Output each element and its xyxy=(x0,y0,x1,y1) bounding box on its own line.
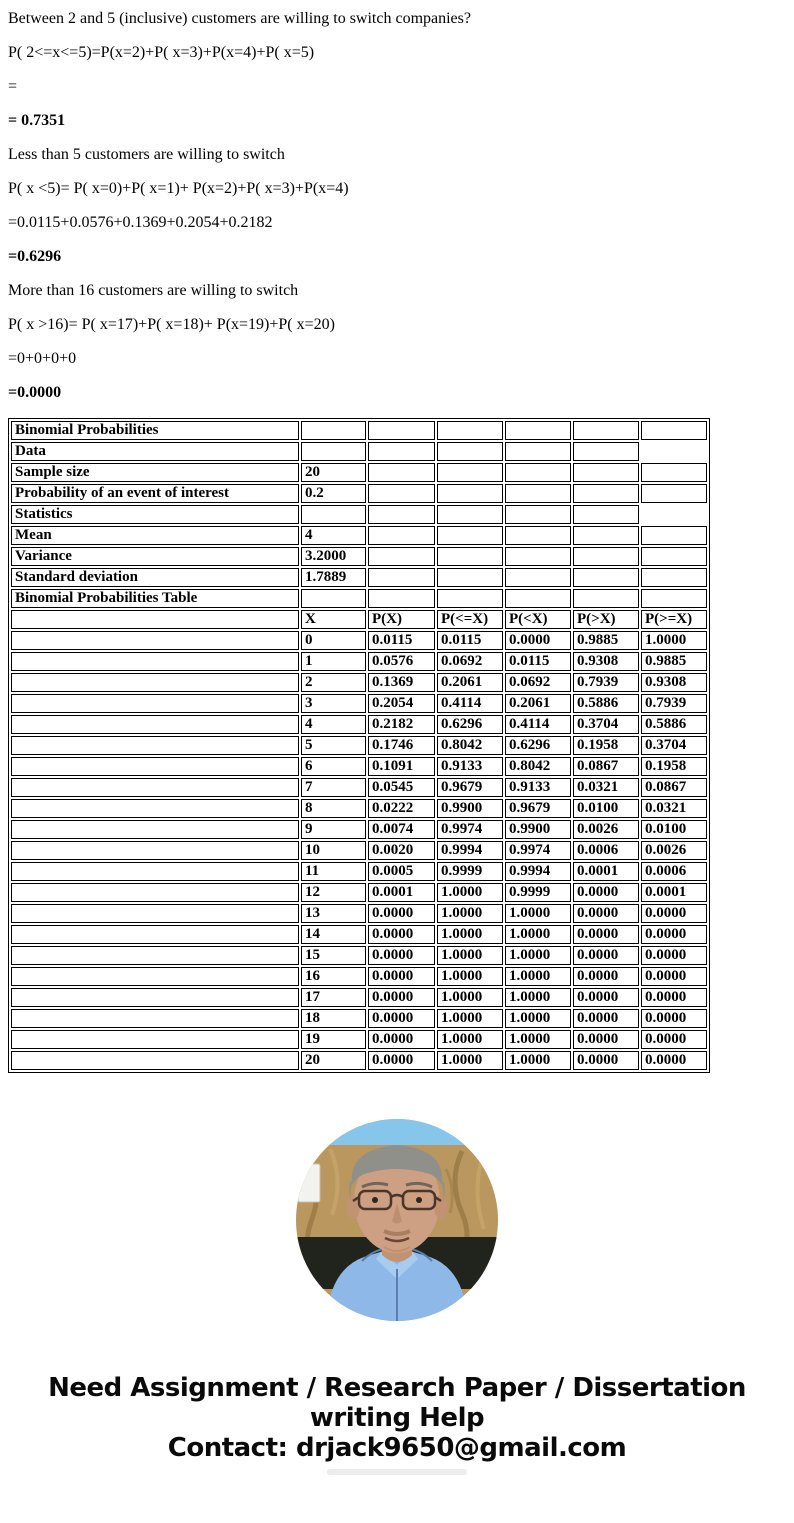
column-header: P(>=X) xyxy=(641,610,707,629)
probability-cell: 1.0000 xyxy=(505,1009,571,1028)
x-value-cell: 5 xyxy=(301,736,366,755)
probability-cell: 0.0867 xyxy=(573,757,639,776)
table-row xyxy=(11,1030,707,1049)
probability-cell: 0.4114 xyxy=(437,694,503,713)
binomial-table xyxy=(8,418,710,1073)
empty-cell xyxy=(437,505,503,524)
probability-cell: 1.0000 xyxy=(437,967,503,986)
empty-cell xyxy=(368,421,435,440)
column-header: P(<=X) xyxy=(437,610,503,629)
x-value-cell: 10 xyxy=(301,841,366,860)
label-cell: Probability of an event of interest xyxy=(11,484,299,503)
solution-line: = xyxy=(8,78,18,95)
probability-cell: 0.0000 xyxy=(573,904,639,923)
value-cell: 20 xyxy=(301,463,366,482)
table-row xyxy=(11,1051,707,1070)
row-table-section xyxy=(11,589,707,608)
probability-cell: 0.0074 xyxy=(368,820,435,839)
empty-cell xyxy=(641,463,707,482)
x-value-cell: 3 xyxy=(301,694,366,713)
probability-cell: 0.9900 xyxy=(437,799,503,818)
probability-cell: 1.0000 xyxy=(437,1051,503,1070)
probability-cell: 0.6296 xyxy=(505,736,571,755)
solution-line: Less than 5 customers are willing to switch xyxy=(8,146,285,163)
watermark-smudge xyxy=(327,1469,467,1475)
empty-cell xyxy=(505,505,571,524)
probability-cell: 1.0000 xyxy=(641,631,707,650)
probability-cell: 0.6296 xyxy=(437,715,503,734)
empty-cell xyxy=(301,442,366,461)
table-row xyxy=(11,988,707,1007)
solution-result: =0.0000 xyxy=(8,384,62,401)
x-value-cell: 0 xyxy=(301,631,366,650)
probability-cell: 0.9994 xyxy=(437,841,503,860)
probability-cell: 0.0006 xyxy=(641,862,707,881)
table-row xyxy=(11,1009,707,1028)
probability-cell: 0.1091 xyxy=(368,757,435,776)
x-value-cell: 4 xyxy=(301,715,366,734)
value-cell: 1.7889 xyxy=(301,568,366,587)
probability-cell: 0.0100 xyxy=(641,820,707,839)
probability-cell: 0.2054 xyxy=(368,694,435,713)
row-statistics-section xyxy=(11,505,707,524)
table-row xyxy=(11,862,707,881)
probability-cell: 0.0115 xyxy=(437,631,503,650)
probability-cell: 0.0576 xyxy=(368,652,435,671)
probability-cell: 0.0000 xyxy=(368,946,435,965)
probability-cell: 0.3704 xyxy=(641,736,707,755)
table-row xyxy=(11,820,707,839)
empty-cell xyxy=(11,631,299,650)
solution-line: =0.0115+0.0576+0.1369+0.2054+0.2182 xyxy=(8,214,273,231)
empty-cell xyxy=(505,568,571,587)
empty-cell xyxy=(505,526,571,545)
probability-cell: 1.0000 xyxy=(437,925,503,944)
row-mean xyxy=(11,526,707,545)
x-value-cell: 11 xyxy=(301,862,366,881)
empty-cell xyxy=(11,883,299,902)
value-cell: 0.2 xyxy=(301,484,366,503)
x-value-cell: 8 xyxy=(301,799,366,818)
empty-cell xyxy=(573,463,639,482)
probability-cell: 0.9133 xyxy=(437,757,503,776)
probability-cell: 0.9974 xyxy=(437,820,503,839)
empty-cell xyxy=(368,505,435,524)
empty-cell xyxy=(505,463,571,482)
empty-cell xyxy=(11,1051,299,1070)
x-value-cell: 13 xyxy=(301,904,366,923)
empty-cell xyxy=(641,526,707,545)
probability-cell: 0.0001 xyxy=(368,883,435,902)
probability-cell: 0.2061 xyxy=(437,673,503,692)
x-value-cell: 18 xyxy=(301,1009,366,1028)
probability-cell: 0.7939 xyxy=(641,694,707,713)
empty-cell xyxy=(301,589,366,608)
probability-cell: 0.2182 xyxy=(368,715,435,734)
probability-cell: 0.1958 xyxy=(641,757,707,776)
probability-cell: 0.9679 xyxy=(437,778,503,797)
footer-banner xyxy=(8,1373,786,1463)
probability-cell: 0.0000 xyxy=(641,946,707,965)
x-value-cell: 6 xyxy=(301,757,366,776)
x-value-cell: 7 xyxy=(301,778,366,797)
empty-cell xyxy=(11,652,299,671)
solution-line: More than 16 customers are willing to switch xyxy=(8,282,299,299)
empty-cell xyxy=(641,589,707,608)
empty-cell xyxy=(11,673,299,692)
solution-result: =0.6296 xyxy=(8,248,62,265)
probability-cell: 0.0000 xyxy=(641,925,707,944)
empty-cell xyxy=(11,946,299,965)
x-value-cell: 15 xyxy=(301,946,366,965)
solution-line: P( x >16)= P( x=17)+P( x=18)+ P(x=19)+P( x=20) xyxy=(8,316,335,333)
probability-cell: 0.0026 xyxy=(573,820,639,839)
empty-cell xyxy=(368,589,435,608)
probability-cell: 0.5886 xyxy=(573,694,639,713)
probability-cell: 1.0000 xyxy=(437,1009,503,1028)
footer-line: Need Assignment / Research Paper / Dissertation xyxy=(48,1373,746,1403)
probability-cell: 0.9308 xyxy=(641,673,707,692)
probability-cell: 0.0222 xyxy=(368,799,435,818)
table-row xyxy=(11,757,707,776)
empty-cell xyxy=(505,547,571,566)
x-value-cell: 16 xyxy=(301,967,366,986)
empty-cell xyxy=(11,841,299,860)
probability-cell: 0.3704 xyxy=(573,715,639,734)
table-row xyxy=(11,841,707,860)
probability-cell: 0.0000 xyxy=(641,1009,707,1028)
table-row xyxy=(11,799,707,818)
probability-cell: 0.1958 xyxy=(573,736,639,755)
column-header: P(>X) xyxy=(573,610,639,629)
probability-cell: 0.8042 xyxy=(437,736,503,755)
empty-cell xyxy=(573,547,639,566)
empty-cell xyxy=(573,484,639,503)
probability-cell: 0.0001 xyxy=(641,883,707,902)
empty-cell xyxy=(11,1009,299,1028)
empty-cell xyxy=(573,421,639,440)
empty-cell xyxy=(437,568,503,587)
row-sample-size xyxy=(11,463,707,482)
label-cell: Statistics xyxy=(11,505,299,524)
probability-cell: 0.0005 xyxy=(368,862,435,881)
probability-cell: 0.1369 xyxy=(368,673,435,692)
probability-cell: 1.0000 xyxy=(437,1030,503,1049)
prob-table-header-row xyxy=(11,610,707,629)
empty-cell xyxy=(437,421,503,440)
probability-cell: 0.9900 xyxy=(505,820,571,839)
empty-cell xyxy=(368,484,435,503)
probability-cell: 0.9308 xyxy=(573,652,639,671)
row-probability xyxy=(11,484,707,503)
row-standard-deviation xyxy=(11,568,707,587)
footer-contact-email: Contact: drjack9650@gmail.com xyxy=(167,1433,627,1463)
table-row xyxy=(11,694,707,713)
solution-text xyxy=(8,10,786,401)
probability-cell: 0.0000 xyxy=(641,1051,707,1070)
probability-cell: 1.0000 xyxy=(437,904,503,923)
x-value-cell: 14 xyxy=(301,925,366,944)
probability-cell: 0.0692 xyxy=(505,673,571,692)
empty-cell xyxy=(11,610,299,629)
table-row xyxy=(11,967,707,986)
table-row xyxy=(11,736,707,755)
empty-cell xyxy=(641,568,707,587)
table-row xyxy=(11,883,707,902)
empty-cell xyxy=(301,421,366,440)
probability-cell: 0.0867 xyxy=(641,778,707,797)
row-variance xyxy=(11,547,707,566)
empty-cell xyxy=(11,988,299,1007)
label-cell: Binomial Probabilities xyxy=(11,421,299,440)
probability-cell: 1.0000 xyxy=(505,1051,571,1070)
probability-cell: 0.0000 xyxy=(573,946,639,965)
empty-cell xyxy=(437,589,503,608)
probability-cell: 0.0000 xyxy=(368,904,435,923)
empty-cell xyxy=(368,442,435,461)
probability-cell: 0.9133 xyxy=(505,778,571,797)
empty-cell xyxy=(641,421,707,440)
empty-cell xyxy=(11,1030,299,1049)
probability-cell: 0.0000 xyxy=(368,1051,435,1070)
empty-cell xyxy=(505,484,571,503)
value-cell: 3.2000 xyxy=(301,547,366,566)
probability-cell: 0.0020 xyxy=(368,841,435,860)
value-cell: 4 xyxy=(301,526,366,545)
x-value-cell: 20 xyxy=(301,1051,366,1070)
empty-cell xyxy=(573,589,639,608)
probability-cell: 0.0000 xyxy=(641,904,707,923)
empty-cell xyxy=(11,694,299,713)
probability-cell: 0.0000 xyxy=(573,1009,639,1028)
empty-cell xyxy=(11,799,299,818)
probability-cell: 0.0000 xyxy=(573,883,639,902)
empty-cell xyxy=(437,463,503,482)
probability-cell: 0.2061 xyxy=(505,694,571,713)
table-row xyxy=(11,631,707,650)
probability-cell: 0.8042 xyxy=(505,757,571,776)
empty-cell xyxy=(11,778,299,797)
probability-cell: 0.9994 xyxy=(505,862,571,881)
probability-cell: 0.0000 xyxy=(368,988,435,1007)
probability-cell: 1.0000 xyxy=(437,883,503,902)
probability-cell: 1.0000 xyxy=(505,925,571,944)
avatar xyxy=(296,1119,498,1321)
probability-cell: 0.0006 xyxy=(573,841,639,860)
empty-cell xyxy=(368,526,435,545)
probability-cell: 1.0000 xyxy=(505,988,571,1007)
x-value-cell: 1 xyxy=(301,652,366,671)
empty-cell xyxy=(11,862,299,881)
probability-cell: 0.0321 xyxy=(641,799,707,818)
empty-cell xyxy=(505,589,571,608)
probability-cell: 1.0000 xyxy=(505,1030,571,1049)
empty-cell xyxy=(11,736,299,755)
empty-cell xyxy=(437,484,503,503)
solution-line: =0+0+0+0 xyxy=(8,350,77,367)
probability-cell: 0.0000 xyxy=(641,1030,707,1049)
probability-cell: 0.0000 xyxy=(641,967,707,986)
probability-cell: 0.9885 xyxy=(573,631,639,650)
probability-cell: 0.0000 xyxy=(573,1030,639,1049)
label-cell: Sample size xyxy=(11,463,299,482)
probability-cell: 0.0000 xyxy=(505,631,571,650)
table-row xyxy=(11,946,707,965)
column-header: P(<X) xyxy=(505,610,571,629)
empty-cell xyxy=(641,547,707,566)
x-value-cell: 17 xyxy=(301,988,366,1007)
probability-cell: 0.0100 xyxy=(573,799,639,818)
probability-cell: 0.0115 xyxy=(505,652,571,671)
empty-cell xyxy=(573,526,639,545)
empty-cell xyxy=(641,484,707,503)
empty-cell xyxy=(368,463,435,482)
x-value-cell: 12 xyxy=(301,883,366,902)
probability-cell: 0.0000 xyxy=(368,1009,435,1028)
probability-cell: 1.0000 xyxy=(505,946,571,965)
x-value-cell: 9 xyxy=(301,820,366,839)
probability-cell: 1.0000 xyxy=(505,967,571,986)
probability-cell: 1.0000 xyxy=(437,946,503,965)
probability-cell: 0.9974 xyxy=(505,841,571,860)
probability-cell: 0.0000 xyxy=(368,925,435,944)
empty-cell xyxy=(11,904,299,923)
probability-cell: 0.0115 xyxy=(368,631,435,650)
solution-line: P( x <5)= P( x=0)+P( x=1)+ P(x=2)+P( x=3)+P(x=4) xyxy=(8,180,349,197)
table-row xyxy=(11,652,707,671)
probability-cell: 0.0000 xyxy=(573,1051,639,1070)
empty-cell xyxy=(11,715,299,734)
probability-cell: 0.0000 xyxy=(573,967,639,986)
empty-cell xyxy=(437,442,503,461)
probability-cell: 0.0000 xyxy=(368,967,435,986)
empty-cell xyxy=(301,505,366,524)
probability-cell: 0.0000 xyxy=(368,1030,435,1049)
label-cell: Mean xyxy=(11,526,299,545)
probability-cell: 0.0321 xyxy=(573,778,639,797)
column-header: P(X) xyxy=(368,610,435,629)
empty-cell xyxy=(11,757,299,776)
row-title xyxy=(11,421,707,440)
table-row xyxy=(11,673,707,692)
probability-cell: 0.7939 xyxy=(573,673,639,692)
probability-cell: 1.0000 xyxy=(437,988,503,1007)
probability-cell: 0.0545 xyxy=(368,778,435,797)
probability-cell: 1.0000 xyxy=(505,904,571,923)
solution-result: = 0.7351 xyxy=(8,112,66,129)
column-header: X xyxy=(301,610,366,629)
empty-cell xyxy=(437,526,503,545)
label-cell: Binomial Probabilities Table xyxy=(11,589,299,608)
probability-cell: 0.0026 xyxy=(641,841,707,860)
probability-cell: 0.5886 xyxy=(641,715,707,734)
probability-cell: 0.0692 xyxy=(437,652,503,671)
empty-cell xyxy=(11,925,299,944)
probability-cell: 0.9999 xyxy=(437,862,503,881)
empty-cell xyxy=(368,568,435,587)
empty-cell xyxy=(11,967,299,986)
probability-cell: 0.0000 xyxy=(641,988,707,1007)
probability-cell: 0.9885 xyxy=(641,652,707,671)
probability-cell: 0.1746 xyxy=(368,736,435,755)
empty-cell xyxy=(437,547,503,566)
person-photo xyxy=(296,1119,498,1321)
table-row xyxy=(11,904,707,923)
table-row xyxy=(11,778,707,797)
probability-cell: 0.0000 xyxy=(573,988,639,1007)
label-cell: Variance xyxy=(11,547,299,566)
empty-cell xyxy=(573,442,639,461)
solution-line: P( 2<=x<=5)=P(x=2)+P( x=3)+P(x=4)+P( x=5) xyxy=(8,44,315,61)
empty-cell xyxy=(573,568,639,587)
empty-cell xyxy=(505,442,571,461)
row-data-section xyxy=(11,442,707,461)
empty-cell xyxy=(368,547,435,566)
probability-cell: 0.4114 xyxy=(505,715,571,734)
empty-cell xyxy=(11,820,299,839)
probability-cell: 0.0000 xyxy=(573,925,639,944)
label-cell: Data xyxy=(11,442,299,461)
probability-cell: 0.0001 xyxy=(573,862,639,881)
probability-cell: 0.9999 xyxy=(505,883,571,902)
probability-cell: 0.9679 xyxy=(505,799,571,818)
table-row xyxy=(11,715,707,734)
x-value-cell: 19 xyxy=(301,1030,366,1049)
empty-cell xyxy=(505,421,571,440)
solution-line: Between 2 and 5 (inclusive) customers are willing to switch companies? xyxy=(8,10,471,27)
x-value-cell: 2 xyxy=(301,673,366,692)
table-row xyxy=(11,925,707,944)
footer-line: writing Help xyxy=(309,1403,485,1433)
empty-cell xyxy=(573,505,639,524)
label-cell: Standard deviation xyxy=(11,568,299,587)
